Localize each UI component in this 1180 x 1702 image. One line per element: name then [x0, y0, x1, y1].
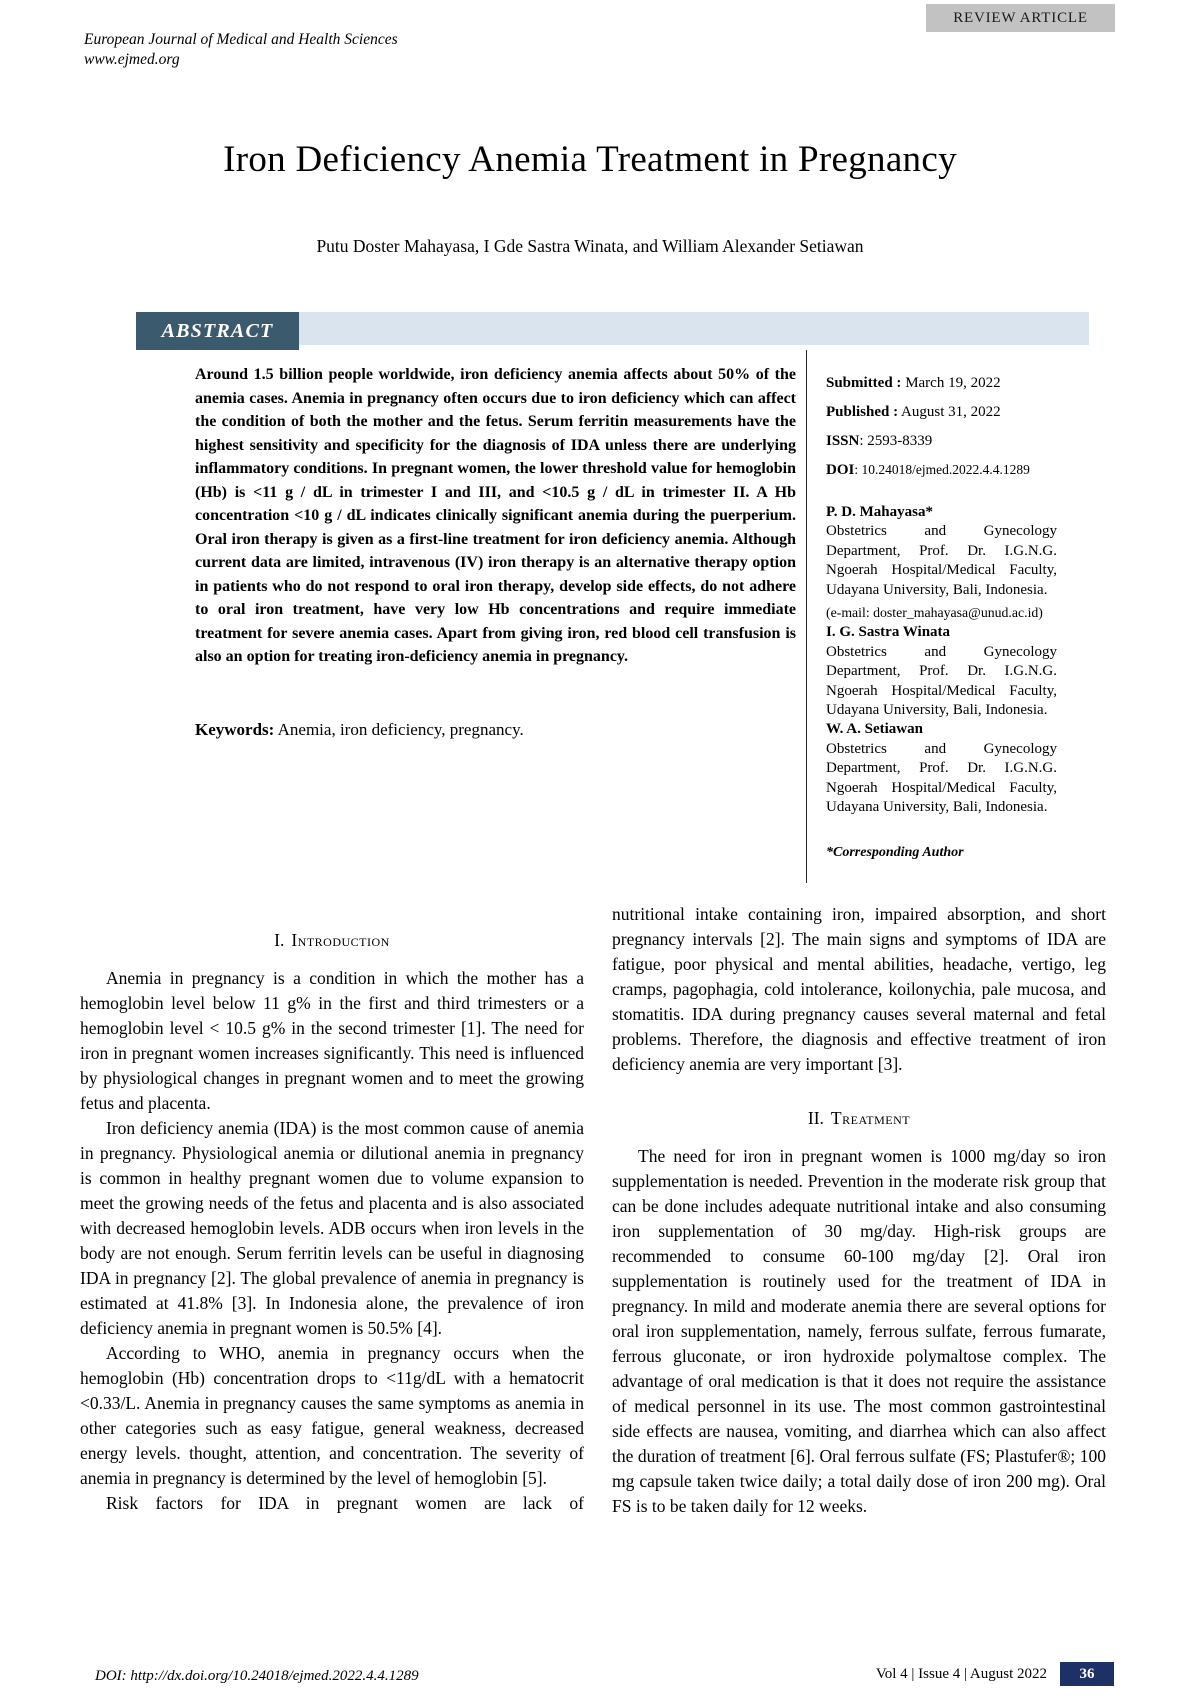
keywords-line — [195, 720, 796, 740]
corresponding-author-note: *Corresponding Author — [826, 844, 964, 860]
abstract-sidebar-divider — [806, 350, 807, 883]
paragraph: According to WHO, anemia in pregnancy occurs when the hemoglobin (Hb) concentration drops to <11g/dL with a hematocrit <0.33/L. Anemia in pregnancy causes the same symptoms as anemia in other categories such as easy fatigue, general weakness, decreased energy levels. thought, attention, and concentration. The severity of anemia in pregnancy is determined by the level of hemoglobin [5]. — [80, 1343, 584, 1488]
paragraph: nutritional intake containing iron, impaired absorption, and short pregnancy intervals [2]. The main signs and symptoms of IDA are fatigue, poor physical and mental abilities, headache, vertigo, leg cramps, pagophagia, cold intolerance, koilonychia, pale mucosa, and stomatitis. IDA during pregnancy causes several maternal and fetal problems. Therefore, the diagnosis and effective treatment of iron deficiency anemia are very important [3]. — [612, 904, 1106, 1074]
section-numeral: II. — [807, 1108, 824, 1128]
page-number-badge: 36 — [1060, 1662, 1114, 1686]
contributor-name: W. A. Setiawan — [826, 721, 923, 738]
paper-authors: Putu Doster Mahayasa, I Gde Sastra Winata, and William Alexander Setiawan — [316, 236, 864, 256]
issn-label: ISSN — [826, 433, 860, 449]
submitted-value: March 19, 2022 — [901, 375, 1001, 391]
article-type-badge: REVIEW ARTICLE — [926, 4, 1115, 32]
keywords-label: Keywords: — [195, 720, 275, 739]
contributor — [826, 503, 1057, 622]
journal-masthead — [84, 30, 398, 69]
section-heading-introduction — [80, 928, 584, 953]
paragraph: Anemia in pregnancy is a condition in which the mother has a hemoglobin level below 11 g% in the first and third trimesters or a hemoglobin level < 10.5 g% in the second trimester [1]. The need for iron in pregnant women increases significantly. This need is influenced by physiological changes in pregnant women and to meet the growing fetus and placenta. — [80, 968, 584, 1113]
issn-line — [826, 432, 1057, 450]
abstract-label: ABSTRACT — [136, 312, 299, 350]
article-meta-sidebar — [826, 374, 1057, 862]
keywords-text: Anemia, iron deficiency, pregnancy. — [274, 720, 524, 739]
contributor-affiliation: Obstetrics and Gynecology Department, Prof. Dr. I.G.N.G. Ngoerah Hospital/Medical Faculty, Udayana University, Bali, Indonesia. — [826, 523, 1057, 598]
contributor-name: I. G. Sastra Winata — [826, 624, 951, 641]
footer-doi: DOI: http://dx.doi.org/10.24018/ejmed.2022.4.4.1289 — [95, 1668, 419, 1684]
doi-label: DOI — [826, 462, 855, 478]
paragraph: The need for iron in pregnant women is 1000 mg/day so iron supplementation is needed. Prevention in the moderate risk group that can be done includes adequate nutritional intake and also consuming iron supplementation of 30 mg/day. High-risk groups are recommended to consume 60-100 mg/day [2]. Oral iron supplementation is routinely used for the treatment of IDA in pregnancy. In mild and moderate anemia there are several options for oral iron supplementation, namely, ferrous sulfate, ferrous fumarate, ferrous gluconate, or iron hydroxide polymaltose complex. The advantage of oral medication is that it does not require the assistance of medical personnel in its use. The most common gastrointestinal side effects are nausea, vomiting, and diarrhea which can also affect the duration of treatment [6]. Oral ferrous sulfate (FS; Plastufer®; 100 mg capsule taken twice daily; a total daily dose of iron 200 mg). Oral FS is to be taken daily for 12 weeks. — [612, 1146, 1106, 1516]
section-title: Treatment — [830, 1108, 911, 1128]
section-heading-treatment — [612, 1106, 1106, 1131]
contributor — [826, 623, 1057, 720]
journal-name: European Journal of Medical and Health Sciences — [84, 31, 398, 48]
section-title: Introduction — [291, 930, 390, 950]
submitted-date — [826, 374, 1057, 392]
paragraph: Iron deficiency anemia (IDA) is the most common cause of anemia in pregnancy. Physiological anemia or dilutional anemia in pregnancy is common in healthy pregnant women due to volume expansion to meet the growing needs of the fetus and placenta and is also associated with decreased hemoglobin levels. ADB occurs when iron levels in the body are not enough. Serum ferritin levels can be useful in diagnosing IDA in pregnancy [2]. The global prevalence of anemia in pregnancy is estimated at 41.8% [3]. In Indonesia alone, the prevalence of iron deficiency anemia in pregnant women is 50.5% [4]. — [80, 1118, 584, 1338]
paper-title: Iron Deficiency Anemia Treatment in Pregnancy — [223, 139, 957, 180]
body-column-right — [612, 902, 1106, 1519]
contributor-affiliation: Obstetrics and Gynecology Department, Prof. Dr. I.G.N.G. Ngoerah Hospital/Medical Faculty, Udayana University, Bali, Indonesia. — [826, 643, 1057, 719]
submitted-label: Submitted : — [826, 375, 902, 391]
footer-volume-issue: Vol 4 | Issue 4 | August 2022 — [875, 1665, 1047, 1682]
doi-value: : 10.24018/ejmed.2022.4.4.1289 — [854, 462, 1030, 477]
contributor-affiliation: Obstetrics and Gynecology Department, Prof. Dr. I.G.N.G. Ngoerah Hospital/Medical Faculty, Udayana University, Bali, Indonesia. — [826, 740, 1057, 816]
section-numeral: I. — [274, 930, 285, 950]
contributor-email: (e-mail: doster_mahayasa@unud.ac.id) — [826, 605, 1043, 621]
published-date — [826, 403, 1057, 421]
contributor-name: P. D. Mahayasa* — [826, 504, 933, 520]
abstract-header-band — [136, 312, 1089, 345]
published-value: August 31, 2022 — [898, 404, 1001, 420]
abstract-text: Around 1.5 billion people worldwide, iron deficiency anemia affects about 50% of the anemia cases. Anemia in pregnancy often occurs due to iron deficiency which can affect the condition of both the mother and the fetus. Serum ferritin measurements have the highest sensitivity and specificity for the diagnosis of IDA unless there are underlying inflammatory conditions. In pregnant women, the lower threshold value for hemoglobin (Hb) is <11 g / dL in trimester I and III, and <10.5 g / dL in trimester II. A Hb concentration <10 g / dL indicates clinically significant anemia during the puerperium. Oral iron therapy is given as a first-line treatment for iron deficiency anemia. Although current data are limited, intravenous (IV) iron therapy is an alternative therapy option in patients who do not respond to oral iron therapy, develop side effects, do not adhere to oral iron treatment, have very low Hb concentrations and require immediate treatment for severe anemia cases. Apart from giving iron, red blood cell transfusion is also an option for treating iron-deficiency anemia in pregnancy. — [195, 366, 796, 665]
contributors-block — [826, 503, 1057, 818]
paragraph: Risk factors for IDA in pregnant women are lack of — [106, 1493, 584, 1513]
footer-issue-info — [876, 1661, 1114, 1687]
journal-url: www.ejmed.org — [84, 50, 180, 68]
published-label: Published : — [826, 404, 899, 420]
body-column-left — [80, 928, 584, 1516]
contributor — [826, 720, 1057, 817]
doi-line — [826, 461, 1057, 479]
issn-value: : 2593-8339 — [859, 433, 933, 449]
